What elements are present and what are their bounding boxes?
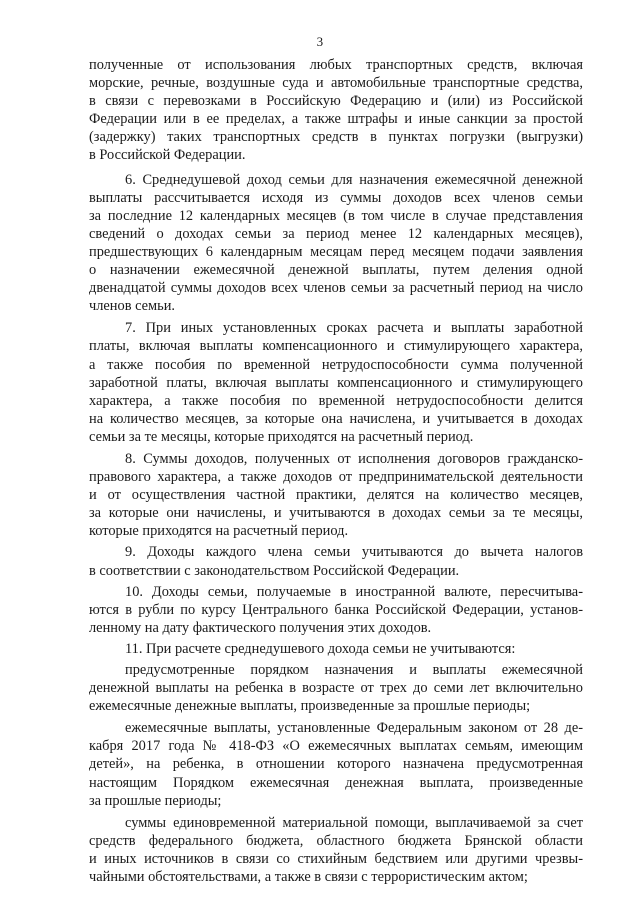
text-line: за прошлые периоды;	[89, 792, 222, 809]
page-number: 3	[316, 34, 324, 49]
text-line: на количество месяцев, за которые она начислена, и учитывается в доходах	[89, 410, 583, 427]
text-line: ленному на дату фактического получения этих доходов.	[89, 619, 432, 636]
text-line: ежемесячные выплаты, установленные Федеральным законом от 28 де-	[125, 720, 583, 737]
text-line: за которые они начислены, и учитываются в доходах семьи за те месяцы,	[89, 505, 583, 522]
text-line: ежемесячные денежные выплаты, произведенные за прошлые периоды;	[89, 698, 531, 715]
text-line: и иных источников в связи со стихийным бедствием или другими чрезвы-	[89, 850, 583, 867]
text-line: ются в рубли по курсу Центрального банка Российской Федерации, установ-	[89, 601, 583, 618]
text-line: чайными обстоятельствами, а также в связи с террористическим актом;	[89, 869, 528, 886]
text-line: полученные от использования любых транспортных средств, включая	[89, 57, 583, 73]
text-line: (задержку) таких транспортных средств в пунктах погрузки (выгрузки)	[89, 129, 583, 146]
text-line: кабря 2017 года № 418-ФЗ «О ежемесячных выплатах семьям, имеющим	[89, 738, 583, 755]
text-line: двенадцатой суммы доходов всех членов семьи за расчетный период на число	[89, 280, 583, 297]
text-line: о назначении ежемесячной денежной выплаты, путем деления одной	[89, 262, 583, 279]
text-line: 9. Доходы каждого члена семьи учитываются до вычета налогов	[125, 544, 583, 561]
text-line: в связи с перевозками в Российскую Федерацию и (или) из Российской	[89, 93, 583, 110]
text-line: 11. При расчете среднедушевого дохода семьи не учитываются:	[125, 640, 516, 657]
text-line: предшествующих 6 календарным месяцам перед месяцем подачи заявления	[89, 243, 583, 260]
text-line: членов семьи.	[89, 298, 176, 315]
text-line: в соответствии с законодательством Российской Федерации.	[89, 562, 460, 579]
text-line: за последние 12 календарных месяцев (в том числе в случае представления	[89, 207, 583, 224]
text-line: семьи за те месяцы, которые приходятся на расчетный период.	[89, 428, 474, 445]
text-line: а также пособия по временной нетрудоспособности сумма полученной	[89, 356, 583, 373]
text-line: в Российской Федерации.	[89, 147, 246, 164]
text-line: 7. При иных установленных сроках расчета и выплаты заработной	[125, 320, 583, 337]
text-line: 10. Доходы семьи, получаемые в иностранной валюте, пересчитыва-	[125, 583, 583, 600]
text-line: выплаты рассчитывается исходя из суммы доходов всех членов семьи	[89, 189, 583, 206]
document-body	[89, 56, 583, 886]
text-line: морские, речные, воздушные суда и автомобильные транспортные средства,	[89, 75, 583, 92]
text-line: 6. Среднедушевой доход семьи для назначения ежемесячной денежной	[125, 171, 583, 188]
text-line: заработной платы, включая выплаты компенсационного и стимулирующего	[89, 374, 583, 391]
text-line: Федерации или в ее пределах, а также штрафы и иные санкции за простой	[89, 111, 583, 128]
text-line: платы, включая выплаты компенсационного и стимулирующего характера,	[89, 338, 583, 355]
text-line: 8. Суммы доходов, полученных от исполнения договоров гражданско-	[125, 450, 583, 467]
text-line: детей», на ребенка, в отношении которого назначена предусмотренная	[89, 756, 583, 773]
text-line: характера, а также пособия по временной нетрудоспособности делится	[89, 392, 583, 409]
text-line: правового характера, а также доходов от предпринимательской деятельности	[89, 469, 583, 486]
text-line: средств федерального бюджета, областного бюджета Брянской области	[89, 832, 583, 849]
text-line: суммы единовременной материальной помощи, выплачиваемой за счет	[125, 814, 583, 831]
text-line: предусмотренные порядком назначения и выплаты ежемесячной	[125, 662, 583, 678]
text-line: денежной выплаты на ребенка в возрасте от трех до семи лет включительно	[89, 680, 583, 697]
text-line: настоящим Порядком ежемесячная денежная выплата, произведенные	[89, 774, 583, 791]
text-line: и от осуществления частной практики, делятся на количество месяцев,	[89, 487, 583, 504]
text-line: которые приходятся на расчетный период.	[89, 523, 349, 540]
text-line: сведений о доходах семьи за период менее 12 календарных месяцев),	[89, 225, 583, 242]
